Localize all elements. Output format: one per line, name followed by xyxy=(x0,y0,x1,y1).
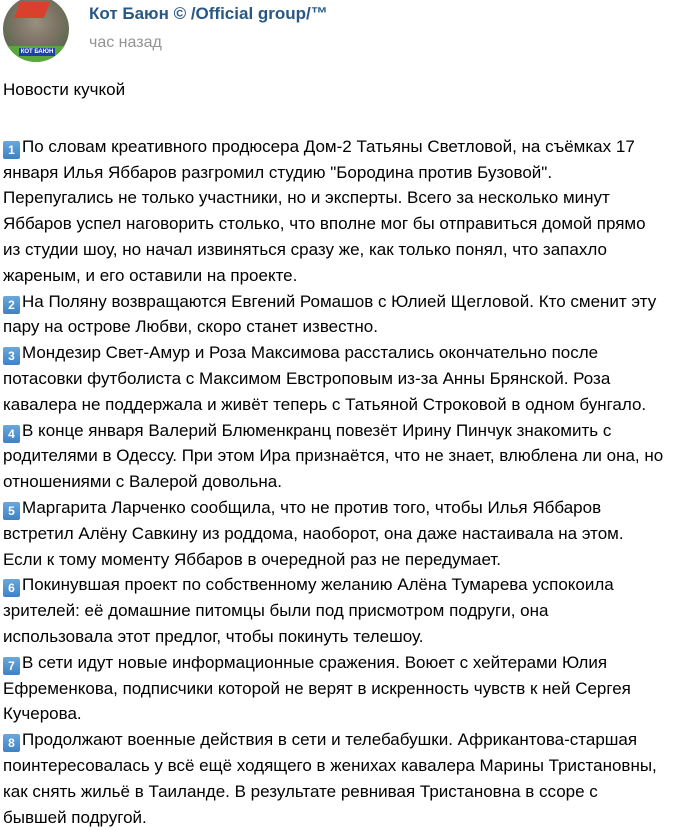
news-line xyxy=(3,650,698,676)
news-line xyxy=(3,366,698,392)
news-line xyxy=(3,572,698,598)
news-line xyxy=(3,521,698,547)
news-text: Мондезир Свет-Амур и Роза Максимова расстались окончательно после xyxy=(22,343,599,363)
avatar-roof xyxy=(14,2,50,18)
news-text: Перепугались не только участники, но и эксперты. Всего за несколько минут xyxy=(3,188,610,208)
news-text: Маргарита Ларченко сообщила, что не против того, чтобы Илья Яббаров xyxy=(22,497,602,517)
number-badge-icon: 2 xyxy=(3,296,20,314)
news-line xyxy=(3,753,698,779)
news-line xyxy=(3,727,698,753)
number-badge-icon: 8 xyxy=(3,734,20,752)
news-text: По словам креативного продюсера Дом-2 Татьяны Светловой, на съёмках 17 xyxy=(22,136,635,156)
news-text: Продолжают военные действия в сети и телебабушки. Африкантова-старшая xyxy=(22,730,638,750)
news-line xyxy=(3,185,698,211)
news-text: Яббаров успел наговорить столько, что вполне мог бы отправиться домой прямо xyxy=(3,214,646,234)
news-text: Кучерова. xyxy=(3,704,82,724)
news-line xyxy=(3,392,698,418)
news-line xyxy=(3,779,698,805)
news-text: как снять жильё в Таиланде. В результате ревнивая Тристановна в ссоре с xyxy=(3,781,598,801)
news-text: Ефременкова, подписчики которой не верят в искренность чувств к ней Сергея xyxy=(3,678,631,698)
number-badge-icon: 5 xyxy=(3,502,20,520)
news-text: зрителей: её домашние питомцы были под присмотром подруги, она xyxy=(3,601,549,621)
news-line xyxy=(3,469,698,495)
number-badge-icon: 3 xyxy=(3,347,20,365)
news-item xyxy=(3,650,698,727)
news-text: встретил Алёну Савкину из роддома, наоборот, она даже настаивала на этом. xyxy=(3,523,624,543)
number-badge-icon: 4 xyxy=(3,425,20,443)
news-text: родителями в Одессу. При этом Ира признаётся, что не знает, влюблена ли она, но xyxy=(3,446,664,466)
news-text: поинтересовалась у всё ещё ходящего в женихах кавалера Марины Тристановны, xyxy=(3,755,657,775)
news-text: жареным, и его оставили на проекте. xyxy=(3,265,298,285)
news-text: использовала этот предлог, чтобы покинуть телешоу. xyxy=(3,626,424,646)
number-badge-icon: 1 xyxy=(3,141,20,159)
news-line xyxy=(3,676,698,702)
post-time-link[interactable]: час назад xyxy=(89,34,162,51)
news-line xyxy=(3,340,698,366)
news-text: потасовки футболиста с Максимом Евстроповым из-за Анны Брянской. Роза xyxy=(3,368,611,388)
news-line xyxy=(3,418,698,444)
news-item xyxy=(3,727,698,830)
number-badge-icon: 6 xyxy=(3,579,20,597)
news-text: из студии шоу, но начал извиняться сразу же, как только понял, что запахло xyxy=(3,239,607,259)
news-line xyxy=(3,263,698,289)
news-item xyxy=(3,572,698,649)
post-text xyxy=(3,77,698,830)
number-badge-icon: 7 xyxy=(3,657,20,675)
news-item xyxy=(3,340,698,417)
news-line xyxy=(3,160,698,186)
news-text: В конце января Валерий Блюменкранц повезёт Ирину Пинчук знакомить с xyxy=(22,420,612,440)
news-line xyxy=(3,495,698,521)
news-line xyxy=(3,289,698,315)
news-text: Если к тому моменту Яббаров в очередной раз не передумает. xyxy=(3,549,501,569)
news-line xyxy=(3,211,698,237)
news-line xyxy=(3,701,698,727)
news-line xyxy=(3,598,698,624)
news-item xyxy=(3,289,698,341)
news-item xyxy=(3,418,698,495)
news-text: Покинувшая проект по собственному желанию Алёна Тумарева успокоила xyxy=(22,575,614,595)
news-line xyxy=(3,314,698,340)
news-list xyxy=(3,134,698,830)
news-text: В сети идут новые информационные сражения. Воюет с хейтерами Юлия xyxy=(22,652,608,672)
news-line xyxy=(3,805,698,830)
news-line xyxy=(3,624,698,650)
group-avatar[interactable] xyxy=(3,0,69,62)
author-name-link[interactable]: Кот Баюн © /Official group/™ xyxy=(89,4,328,23)
news-text: января Илья Яббаров разгромил студию "Бородина против Бузовой". xyxy=(3,162,553,182)
news-line xyxy=(3,237,698,263)
news-item xyxy=(3,134,698,289)
news-text: пару на острове Любви, скоро станет известно. xyxy=(3,317,378,337)
post-header xyxy=(0,0,700,72)
news-item xyxy=(3,495,698,572)
news-text: На Поляну возвращаются Евгений Ромашов с Юлией Щегловой. Кто сменит эту xyxy=(22,291,657,311)
news-line xyxy=(3,547,698,573)
avatar-sign: КОТ БАЮН xyxy=(20,49,54,55)
news-text: кавалера не поддержала и живёт теперь с Татьяной Строковой в одном бунгало. xyxy=(3,394,647,414)
news-line xyxy=(3,134,698,160)
news-text: отношениями с Валерой довольна. xyxy=(3,472,282,492)
news-line xyxy=(3,443,698,469)
news-text: бывшей подругой. xyxy=(3,807,147,827)
post-title: Новости кучкой xyxy=(3,80,126,99)
